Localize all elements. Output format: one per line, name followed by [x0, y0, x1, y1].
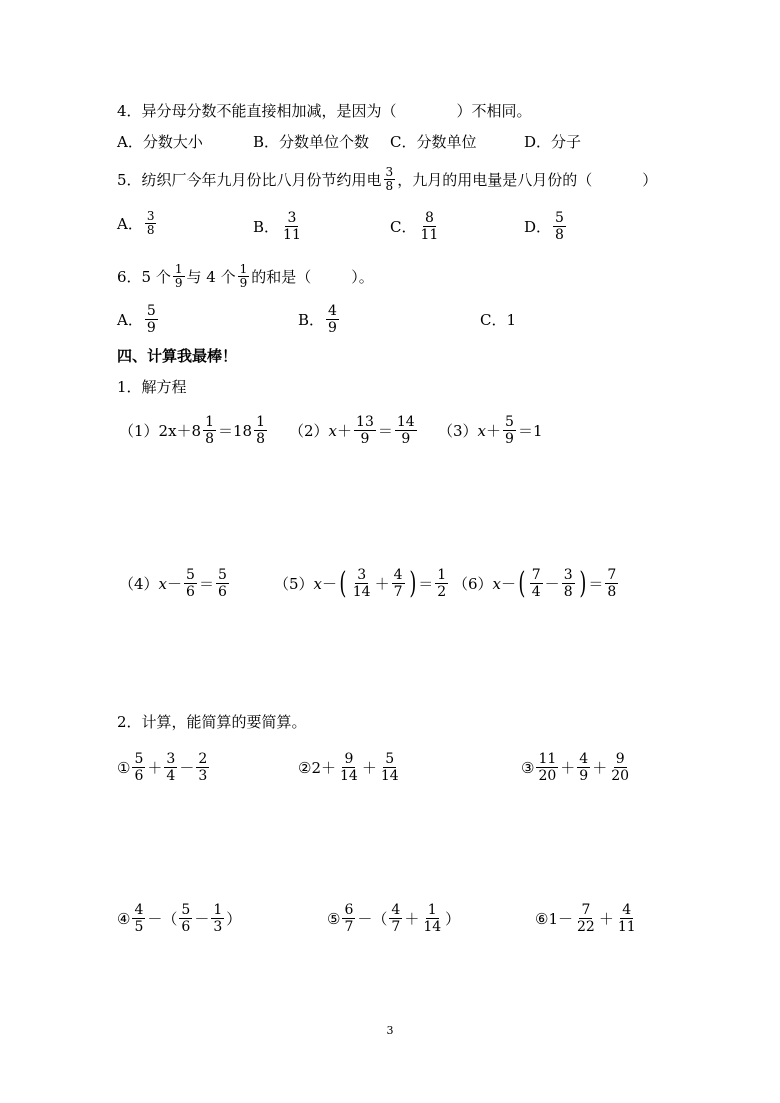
equation-2: （2） x ＋ $\frac{13}{9}$ ＝ $\frac{14}{9}$	[289, 414, 415, 447]
q5-option-c[interactable]: C． $\frac{8}{11}$	[390, 210, 439, 243]
calc-2: ②2＋ $\frac{9}{14}$ ＋ $\frac{5}{14}$	[298, 751, 399, 784]
fraction: $\frac{3}{8}$	[385, 165, 394, 193]
q5-option-a[interactable]: A． $\frac{3}{8}$	[117, 209, 155, 237]
q4-text: 4．异分母分数不能直接相加减，是因为（	[117, 102, 397, 120]
q4-option-a[interactable]: A．分数大小	[117, 133, 203, 151]
q6-option-b[interactable]: B． $\frac{4}{9}$	[298, 303, 337, 336]
calc-6: ⑥1－ $\frac{7}{22}$ ＋ $\frac{4}{11}$	[535, 902, 636, 935]
question-4	[117, 102, 532, 120]
q4-option-c[interactable]: C．分数单位	[390, 133, 477, 151]
page-number: 3	[386, 1024, 394, 1037]
section-title: 四、计算我最棒！	[117, 347, 238, 365]
equation-1: （1） 2x＋8 $\frac{1}{8}$ ＝18 $\frac{1}{8}$	[119, 414, 266, 447]
q5-option-d[interactable]: D． $\frac{5}{8}$	[524, 210, 564, 243]
calc-3: ③ $\frac{11}{20}$ ＋ $\frac{4}{9}$ ＋ $\frac{9}{20}$	[521, 751, 630, 784]
equation-6: （6） x － ( $\frac{7}{4}$ － $\frac{3}{8}$ ) ＝ $\frac{7}{8}$	[453, 565, 617, 601]
calc-1: ① $\frac{5}{6}$ ＋ $\frac{3}{4}$ － $\frac{2}{3}$	[117, 751, 208, 784]
calc-4: ④ $\frac{4}{5}$ －（ $\frac{5}{6}$ － $\frac{1}{3}$ ）	[117, 902, 242, 935]
subsection-calculation: 2．计算，能简算的要简算。	[117, 713, 307, 731]
question-6: 6．5 个 $\frac{1}{9}$ 与 4 个 $\frac{1}{9}$ 的和是（ ）。	[117, 262, 374, 290]
equation-5: （5） x － ( $\frac{3}{14}$ ＋ $\frac{4}{7}$ ) ＝ $\frac{1}{2}$	[274, 565, 447, 601]
q6-option-c[interactable]: C． 1	[480, 311, 517, 329]
equation-3: （3） x ＋ $\frac{5}{9}$ ＝1	[438, 414, 543, 447]
question-5: 5．纺织厂今年九月份比八月份节约用电 $\frac{3}{8}$ ，九月的用电量是八月份的（ ）	[117, 165, 658, 193]
q4-option-d[interactable]: D．分子	[524, 133, 582, 151]
equation-4: （4） x － $\frac{5}{6}$ ＝ $\frac{5}{6}$	[119, 567, 227, 600]
q6-option-a[interactable]: A． $\frac{5}{9}$	[117, 303, 156, 336]
q4-text-end: ）不相同。	[456, 102, 532, 120]
subsection-equations: 1．解方程	[117, 378, 187, 396]
q4-option-b[interactable]: B．分数单位个数	[253, 133, 370, 151]
q5-option-b[interactable]: B． $\frac{3}{11}$	[253, 210, 301, 243]
calc-5: ⑤ $\frac{6}{7}$ －（ $\frac{4}{7}$ ＋ $\frac{1}{14}$ ）	[327, 902, 461, 935]
